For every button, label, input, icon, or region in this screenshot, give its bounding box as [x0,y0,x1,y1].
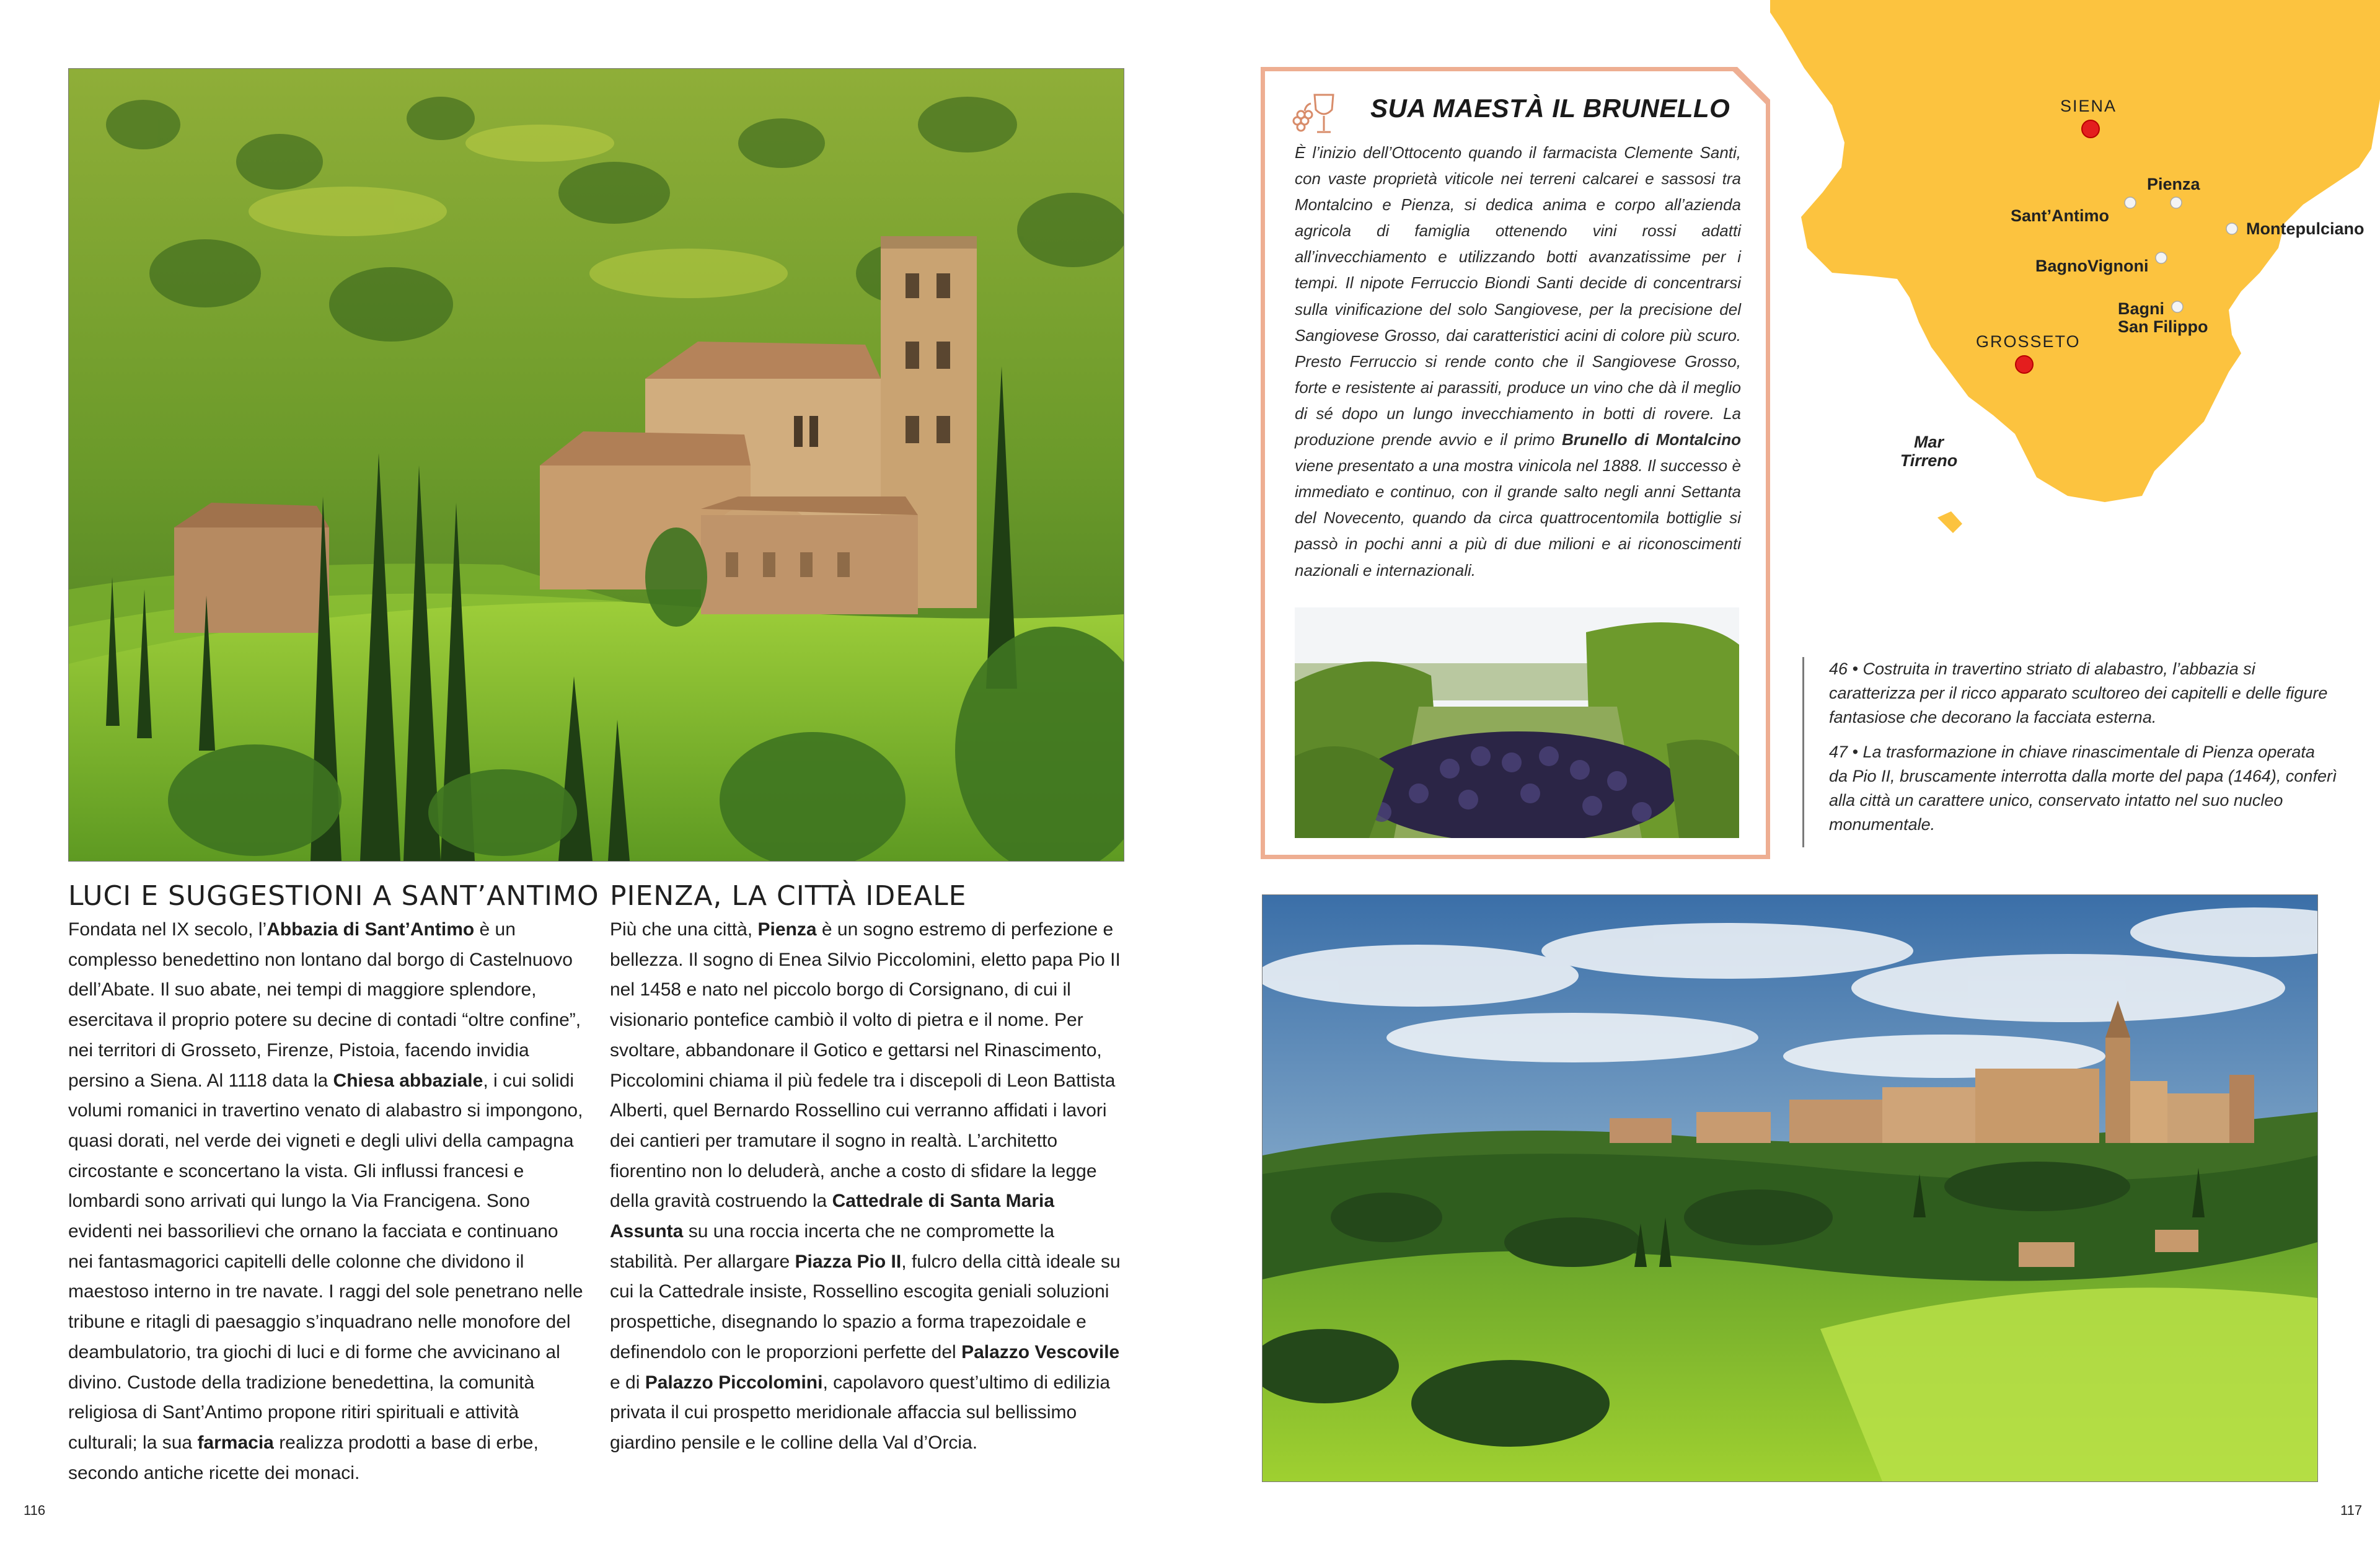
map-label-bagni: Bagni [2118,299,2165,318]
map-label-tirreno: Tirreno [1900,451,1958,470]
map-label-san-filippo: San Filippo [2118,317,2208,336]
page-number-right: 117 [2340,1503,2363,1518]
photo-captions [1802,657,2337,847]
santantimo-body: Fondata nel IX secolo, l’Abbazia di Sant’Antimo è un complesso benedettino non lontano dal borgo di Castelnuovo dell’Abate. Il suo abate, nei tempi di maggiore splendore, esercitava il proprio potere su decine di contadi “oltre confine”, nei territori di Grosseto, Firenze, Pistoia, facendo invidia persino a Siena. Al 1118 data la Chiesa abbaziale, i cui solidi volumi romanici in travertino venato di alabastro si impongono, quasi dorati, nel verde dei vigneti e degli ulivi della campagna circostante e sconcertano la vista. Gli influssi francesi e lombardi sono arrivati qui lungo la Via Francigena. Sono evidenti nei bassorilievi che ornano la facciata e continuano nei fantasmagorici capitelli delle colonne che dividono il maestoso interno in tre navate. I raggi del sole penetrano nelle tribune e ritagli di paesaggio s’inquadrano nelle monofore del deambulatorio, tra giochi di luci e di forme che avvicinano al divino. Custode della tradizione benedettina, la comunità religiosa di Sant’Antimo propone ritiri spirituali e attività culturali; la sua farmacia realizza prodotti a base di erbe, secondo antiche ricette dei monaci. [68,919,583,1483]
abbey-photo [68,68,1124,862]
pienza-photo [1262,894,2318,1482]
map-label-santantimo: Sant’Antimo [2011,206,2109,225]
sidebar-text: È l’inizio dell’Ottocento quando il farmacista Clemente Santi, con vaste proprietà viticole nei terreni calcarei e sassosi tra Montalcino e Pienza, si dedica anima e corpo all’azienda agricola di famiglia ottenendo vini rossi adatti all’invecchiamento e utilizzando botti avanzatissime per i tempi. Il nipote Ferruccio Biondi Santi decide di concentrarsi sulla vinificazione del solo Sangiovese, per la precisione del Sangiovese Grosso, dai caratteristici acini di colore più scuro. Presto Ferruccio si rende conto che il Sangiovese Grosso, forte e resistente ai parassiti, produce un vino che dà il meglio di sé dopo un lungo invecchiamento in botti di rovere. La produzione prende avvio e il primo Brunello di Montalcino viene presentato a una mostra vinicola nel 1888. Il successo è immediato e continuo, con il grande salto negli anni Settanta del Novecento, quando da circa quattrocentomila bottiglie si passò in pochi anni a più di due milioni e ai riconoscimenti nazionali e internazionali. [1295,143,1741,580]
page-number-left: 116 [24,1503,46,1518]
box-corner-cut [1733,67,1770,104]
map-label-siena: SIENA [2060,97,2117,115]
tuscany-map [1770,0,2380,558]
caption-46: 46 • Costruita in travertino striato di alabastro, l’abbazia si caratterizza per il ricco apparato scultoreo dei capitelli e delle figure fantasiose che decorano la facciata esterna. [1829,660,2328,726]
brunello-sidebar [1261,67,1770,859]
pienza-body: Più che una città, Pienza è un sogno estremo di perfezione e bellezza. Il sogno di Enea Silvio Piccolomini, eletto papa Pio II nel 1458 e nato nel piccolo borgo di Corsignano, di cui il visionario pontefice cambiò il volto di pietra e il nome. Per svoltare, abbandonare il Gotico e gettarsi nel Rinascimento, Piccolomini chiama il più fedele tra i discepoli di Leon Battista Alberti, quel Bernardo Rossellino cui verranno affidati i lavori dei cantieri per tramutare il sogno in realtà. L’architetto fiorentino non lo deluderà, anche a costo di sfidare la legge della gravità costruendo la Cattedrale di Santa Maria Assunta su una roccia incerta che ne compromette la stabilità. Per allargare Piazza Pio II, fulcro della città ideale su cui la Cattedrale insiste, Rossellino escogita geniali soluzioni prospettiche, disegnando lo spazio a forma trapezoidale e definendolo con le proporzioni perfette del Palazzo Vescovile e di Palazzo Piccolomini, capolavoro quest’ultimo di edilizia privata il cui prospetto meridionale affaccia sul bellissimo giardino pensile e le colline della Val d’Orcia. [610,919,1121,1453]
pienza-title: PIENZA, LA CITTÀ IDEALE [610,880,967,912]
caption-47: 47 • La trasformazione in chiave rinascimentale di Pienza operata da Pio II, bruscamente interrotta dalla morte del papa (1464), conferì alla città un carattere unico, conservato intatto nel suo nucleo monumentale. [1829,743,2337,834]
sidebar-title: SUA MAESTÀ IL BRUNELLO [1370,94,1730,123]
map-label-grosseto: GROSSETO [1976,332,2081,351]
map-label-pienza: Pienza [2147,175,2200,193]
map-label-mar: Mar [1913,433,1944,451]
map-label-montepulciano: Montepulciano [2246,219,2365,238]
santantimo-title: LUCI E SUGGESTIONI A SANT’ANTIMO [68,880,599,912]
wine-glass-grapes-icon [1290,90,1346,139]
map-label-bagnovignoni: BagnoVignoni [2035,257,2149,275]
grapes-photo [1295,607,1739,838]
